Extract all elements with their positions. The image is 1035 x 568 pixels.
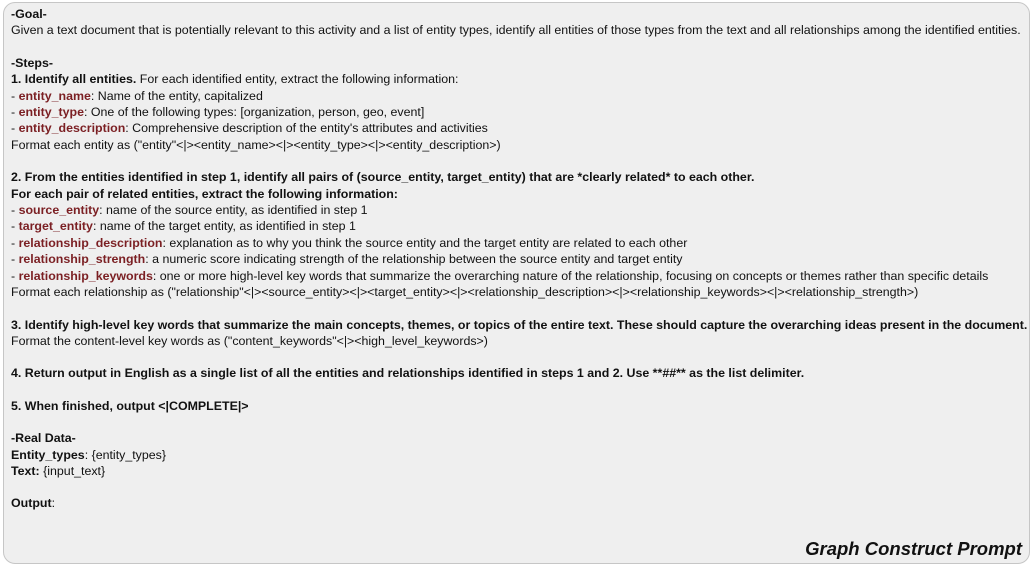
step2-subtitle: For each pair of related entities, extract the following information: [11, 186, 398, 201]
step1-field-entity-type: - entity_type: One of the following types: [organization, person, geo, event] [11, 105, 425, 120]
goal-heading: -Goal- [11, 7, 47, 21]
text-line [11, 463, 1029, 479]
field-desc: : explanation as to why you think the source entity and the target entity are related to each other [162, 235, 688, 250]
entity-types-value: : {entity_types} [84, 447, 166, 462]
field-desc: : name of the target entity, as identified in step 1 [92, 219, 356, 234]
field-key: relationship_description [18, 235, 163, 250]
field-key: source_entity [18, 203, 100, 218]
step4-title: 4. Return output in English as a single list of all the entities and relationships identified in steps 1 and 2. Use **##** as the list delimiter. [11, 366, 805, 381]
goal-text: Given a text document that is potentially relevant to this activity and a list of entity types, identify all entities of those types from the text and all relationships among the identified entities. [11, 23, 1021, 38]
real-data-heading: -Real Data- [11, 431, 76, 446]
field-key: target_entity [18, 219, 93, 234]
entity-types-line [11, 447, 1029, 463]
step2-title: 2. From the entities identified in step 1, identify all pairs of (source_entity, target_entity) that are *clearly related* to each other. [11, 170, 755, 185]
text-value: {input_text} [39, 463, 106, 478]
step2-field-relationship-strength: - relationship_strength: a numeric score indicating strength of the relationship between the source entity and target entity [11, 252, 683, 267]
step3-format: Format the content-level key words as ("content_keywords"<|><high_level_keywords>) [11, 333, 488, 348]
step1-field-entity-name: - entity_name: Name of the entity, capitalized [11, 88, 263, 103]
field-key: relationship_keywords [18, 268, 153, 283]
field-key: relationship_strength [18, 252, 146, 267]
field-desc: : name of the source entity, as identified in step 1 [99, 203, 368, 218]
step1-intro: For each identified entity, extract the following information: [136, 72, 459, 87]
prompt-panel [3, 2, 1030, 564]
steps-heading: -Steps- [11, 55, 53, 70]
field-desc: : a numeric score indicating strength of the relationship between the source entity and target entity [145, 252, 683, 267]
entity-types-label: Entity_types [11, 447, 85, 462]
footer-title: Graph Construct Prompt [805, 537, 1022, 559]
step1-line [11, 71, 1029, 87]
step5-title: 5. When finished, output <|COMPLETE|> [11, 398, 249, 413]
field-key: entity_name [18, 88, 91, 103]
step3-title: 3. Identify high-level key words that summarize the main concepts, themes, or topics of the entire text. These should capture the overarching ideas present in the document. [11, 317, 1028, 332]
output-suffix: : [51, 496, 56, 511]
field-desc: : Comprehensive description of the entity's attributes and activities [125, 121, 488, 136]
step2-field-relationship-description: - relationship_description: explanation as to why you think the source entity and the target entity are related to each other [11, 235, 688, 250]
step2-field-target-entity: - target_entity: name of the target entity, as identified in step 1 [11, 219, 356, 234]
field-desc: : One of the following types: [organization, person, geo, event] [84, 105, 425, 120]
field-desc: : one or more high-level key words that summarize the overarching nature of the relationship, focusing on concepts or themes rather than specific details [152, 268, 989, 283]
field-key: entity_type [18, 105, 84, 120]
field-key: entity_description [18, 121, 126, 136]
step2-format: Format each relationship as ("relationship"<|><source_entity><|><target_entity><|><relationship_description><|><relationship_keywords><|><relationship_strength>) [11, 285, 919, 300]
output-line [11, 495, 1029, 511]
text-label: Text: [11, 463, 40, 478]
step2-field-relationship-keywords: - relationship_keywords: one or more high-level key words that summarize the overarching nature of the relationship, focusing on concepts or themes rather than specific details [11, 268, 989, 283]
field-desc: : Name of the entity, capitalized [90, 88, 263, 103]
step1-field-entity-description: - entity_description: Comprehensive description of the entity's attributes and activities [11, 121, 488, 136]
step2-field-source-entity: - source_entity: name of the source entity, as identified in step 1 [11, 203, 368, 218]
output-label: Output [11, 496, 52, 511]
step1-title: 1. Identify all entities. [11, 72, 137, 87]
step1-format: Format each entity as ("entity"<|><entity_name><|><entity_type><|><entity_description>) [11, 137, 501, 152]
